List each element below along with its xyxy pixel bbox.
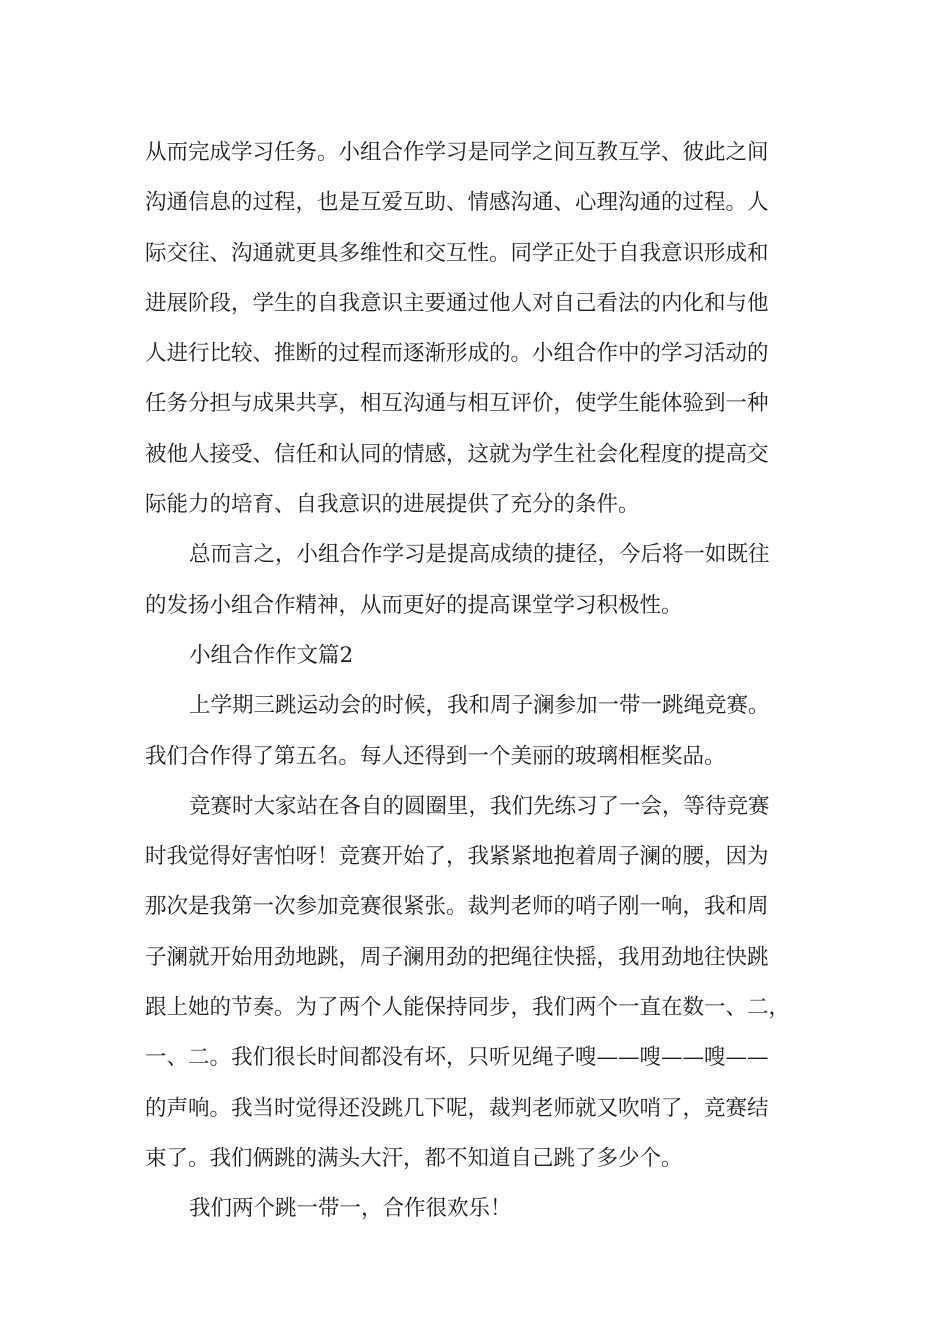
text-line: 那次是我第一次参加竞赛很紧张。裁判老师的哨子刚一响，我和周: [145, 894, 769, 920]
text-line: 际能力的培育、自我意识的进展提供了充分的条件。: [145, 492, 640, 518]
section-heading: 小组合作作文篇2: [189, 642, 354, 668]
text-line: 沟通信息的过程，也是互爱互助、情感沟通、心理沟通的过程。人: [145, 190, 769, 216]
text-line: 际交往、沟通就更具多维性和交互性。同学正处于自我意识形成和: [145, 240, 769, 266]
text-line: 子澜就开始用劲地跳，周子澜用劲的把绳往快摇，我用劲地往快跳: [145, 944, 769, 970]
text-line: 跟上她的节奏。为了两个人能保持同步，我们两个一直在数一、二，: [145, 995, 791, 1021]
text-line: 被他人接受、信任和认同的情感，这就为学生社会化程度的提高交: [145, 441, 769, 467]
text-line: 的发扬小组合作精神，从而更好的提高课堂学习积极性。: [145, 592, 683, 618]
text-line: 一、二。我们很长时间都没有坏，只听见绳子嗖——嗖——嗖——: [145, 1045, 769, 1071]
text-line: 人进行比较、推断的过程而逐渐形成的。小组合作中的学习活动的: [145, 341, 769, 367]
text-line: 竞赛时大家站在各自的圆圈里，我们先练习了一会，等待竞赛: [189, 793, 770, 819]
text-line: 的声响。我当时觉得还没跳几下呢，裁判老师就又吹哨了，竞赛结: [145, 1095, 769, 1121]
text-line: 我们合作得了第五名。每人还得到一个美丽的玻璃相框奖品。: [145, 743, 726, 769]
body-text: [145, 128, 815, 1235]
text-line: 从而完成学习任务。小组合作学习是同学之间互教互学、彼此之间: [145, 140, 769, 165]
text-line: 任务分担与成果共享，相互沟通与相互评价，使学生能体验到一种: [145, 391, 769, 417]
text-line: 时我觉得好害怕呀！竞赛开始了，我紧紧地抱着周子澜的腰，因为: [145, 844, 769, 870]
text-line: 总而言之，小组合作学习是提高成绩的捷径，今后将一如既往: [189, 542, 770, 568]
text-line: 进展阶段，学生的自我意识主要通过他人对自己看法的内化和与他: [145, 290, 769, 316]
text-line: 上学期三跳运动会的时候，我和周子澜参加一带一跳绳竞赛。: [189, 693, 770, 719]
text-line: 束了。我们俩跳的满头大汗，都不知道自己跳了多少个。: [145, 1145, 683, 1171]
text-line: 我们两个跳一带一，合作很欢乐！: [189, 1196, 512, 1222]
